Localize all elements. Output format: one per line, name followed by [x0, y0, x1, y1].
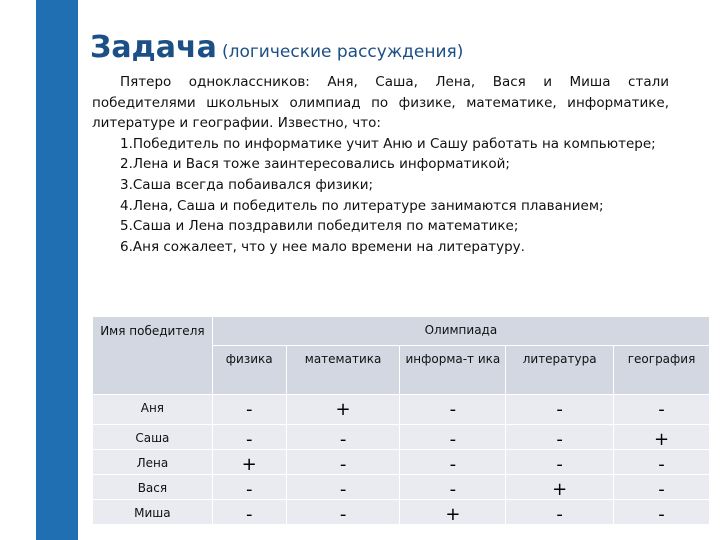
table-cell: -	[614, 450, 710, 475]
subject-header: математика	[286, 346, 400, 395]
table-cell: -	[286, 500, 400, 525]
table-row	[93, 500, 710, 525]
subject-header: информа-т ика	[400, 346, 506, 395]
table-cell: +	[286, 395, 400, 425]
table-row	[93, 425, 710, 450]
subject-header: физика	[212, 346, 286, 395]
student-name: Миша	[93, 500, 213, 525]
table-cell: -	[506, 450, 614, 475]
problem-statement	[92, 72, 669, 257]
table-cell: -	[614, 395, 710, 425]
table-row	[93, 475, 710, 500]
subject-header: география	[614, 346, 710, 395]
table-cell: +	[212, 450, 286, 475]
table-cell: -	[286, 475, 400, 500]
student-name: Аня	[93, 395, 213, 425]
solution-table	[92, 316, 710, 525]
condition-1: 1.Победитель по информатике учит Аню и Сашу работать на компьютере;	[120, 135, 656, 152]
title-subtitle: (логические рассуждения)	[221, 42, 464, 62]
table-cell: -	[614, 475, 710, 500]
condition-2: 2.Лена и Вася тоже заинтересовались информатикой;	[120, 156, 510, 173]
table-cell: -	[400, 450, 506, 475]
table-cell: +	[506, 475, 614, 500]
table-cell: -	[506, 395, 614, 425]
table-row	[93, 450, 710, 475]
condition-6: 6.Аня сожалеет, что у нее мало времени на литературу.	[120, 238, 525, 255]
slide-title	[90, 30, 463, 65]
table-cell: -	[400, 425, 506, 450]
table-cell: -	[614, 500, 710, 525]
condition-4: 4.Лена, Саша и победитель по литературе занимаются плаванием;	[120, 197, 604, 214]
olympiad-header: Олимпиада	[212, 317, 709, 346]
table-cell: -	[400, 395, 506, 425]
student-name: Саша	[93, 425, 213, 450]
table-cell: -	[212, 425, 286, 450]
table-cell: -	[212, 395, 286, 425]
table-cell: -	[400, 475, 506, 500]
table-cell: -	[506, 500, 614, 525]
table-row	[93, 395, 710, 425]
table-header-row	[93, 317, 710, 346]
subject-header: литература	[506, 346, 614, 395]
condition-3: 3.Саша всегда побаивался физики;	[120, 176, 374, 193]
student-name: Вася	[93, 475, 213, 500]
student-name: Лена	[93, 450, 213, 475]
table-cell: +	[614, 425, 710, 450]
title-main: Задача	[90, 30, 217, 65]
table-cell: -	[286, 425, 400, 450]
table-cell: +	[400, 500, 506, 525]
table-cell: -	[212, 500, 286, 525]
condition-5: 5.Саша и Лена поздравили победителя по математике;	[120, 218, 519, 235]
intro-paragraph: Пятеро одноклассников: Аня, Саша, Лена, Вася и Миша стали победителями школьных олимпиад по физике, математике, информатике, литературе и географии. Известно, что:	[92, 74, 669, 132]
table-cell: -	[286, 450, 400, 475]
table-cell: -	[506, 425, 614, 450]
winner-name-header: Имя победителя	[93, 317, 213, 395]
table-cell: -	[212, 475, 286, 500]
accent-bar	[36, 0, 78, 540]
